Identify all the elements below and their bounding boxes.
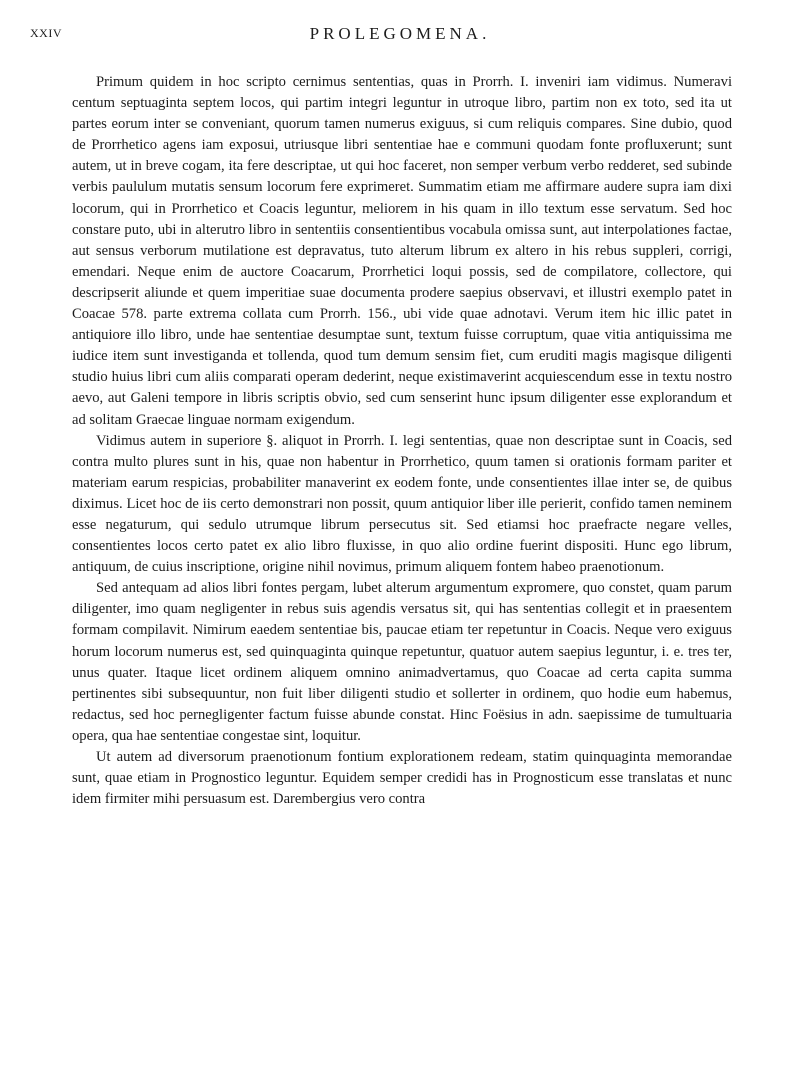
body-text	[72, 72, 732, 810]
page-number: XXIV	[30, 26, 62, 40]
paragraph-3: Sed antequam ad alios libri fontes pergam, lubet alterum argumentum expromere, quo constet, quam parum diligenter, imo quam negligenter in rebus suis agendis versatus sit, qui has sententias collegit et in praesentem formam compilavit. Nimirum eaedem sententiae bis, paucae etiam ter repetuntur in Coacis. Neque vero exiguus horum locorum numerus est, sed quinquaginta quinque repetuntur, quatuor autem saepius leguntur, i. e. tres ter, unus quater. Itaque licet ordinem aliquem omnino animadvertamus, quo Coacae ad certa capita summa pertinentes sibi subsequuntur, non fuit liber diligenti studio et sollerter in ordinem, quo hodie eum habemus, redactus, sed hoc pernegligenter factum fuisse abunde constat. Hinc Foësius in adn. saepissime de tumultuaria opera, qua hae sententiae congestae sint, loquitur.	[72, 580, 732, 744]
running-title: PROLEGOMENA.	[309, 24, 491, 43]
paragraph-2: Vidimus autem in superiore §. aliquot in Prorrh. I. legi sententias, quae non descriptae sunt in Coacis, sed contra multo plures sunt in his, quae non habentur in Prorrhetico, quum tamen si orationis formam pariter et materiam earum respicias, probabiliter manaverint ex eodem fonte, unde consentientes illae inter se, de quibus diximus. Licet hoc de iis certo demonstrari non possit, quum antiquior liber ille perierit, confido tamen neminem esse negaturum, qui sedulo utrumque librum persecutus sit. Sed etiamsi hoc praefracte negare velles, consentientes locos certo patet ex alio libro fluxisse, in quo alio ordine fuerint dispositi. Hunc ego librum, antiquum, de cuius inscriptione, origine nihil novimus, primum aliquem fontem habeo praenotionum.	[72, 432, 732, 576]
paragraph-4: Ut autem ad diversorum praenotionum fontium explorationem redeam, statim quinquaginta memorandae sunt, quae etiam in Prognostico leguntur. Equidem semper credidi has in Prognosticum esse translatas et nunc idem firmiter mihi persuasum est. Darembergius vero contra	[72, 749, 732, 808]
running-head	[30, 24, 770, 46]
paragraph-1: Primum quidem in hoc scripto cernimus sententias, quas in Prorrh. I. inveniri iam vidimus. Numeravi centum septuaginta septem locos, qui partim integri leguntur in utroque libro, partim non ex toto, sed ita ut partes eorum inter se conveniant, quorum tamen numerus exiguus, si cum reliquis compares. Sine dubio, quod de Prorrhetico agens iam exposui, utriusque libri sententiae hae e communi quodam fonte profluxerunt; sunt autem, ut in breve cogam, ita fere descriptae, ut qui hoc faceret, non semper verbum verbo redderet, sed subinde verbis paululum mutatis sensum locorum fere exprimeret. Summatim etiam me affirmare audere supra iam dixi locorum, qui in Prorrhetico et Coacis leguntur, meliorem in his quam in illo textum esse servatum. Sed hoc constare puto, ubi in alterutro libro in sententiis consentientibus vocabula omissa sunt, aut interpolationes factae, aut sensus verborum mutilatione est depravatus, tuto alterum librum ex altero in his rebus suppleri, corrigi, emendari. Neque enim de auctore Coacarum, Prorrhetici loqui possis, sed de compilatore, collectore, qui descripserit aliunde et quem imperitiae suae documenta prodere saepius observavi, et illustri exemplo patet in Coacae 578. parte extrema collata cum Prorrh. 156., ubi vide quae adnotavi. Verum item hic illic patet in antiquiore illo libro, unde hae sententiae desumptae sunt, textum fuisse corruptum, quae vitia antiquissima me iudice item sunt investiganda et tollenda, quod tum demum sensim fiet, cum eruditi magis magisque diligenti studio huius libri cum aliis comparati operam dederint, neque existimaverint acquiescendum esse in textu nostro aevo, aut Galeni tempore in libris scriptis obvio, sed cum senserint hunc ipsum diligenter esse explorandum et ad solitam Graecae linguae normam exigendum.	[72, 74, 732, 428]
